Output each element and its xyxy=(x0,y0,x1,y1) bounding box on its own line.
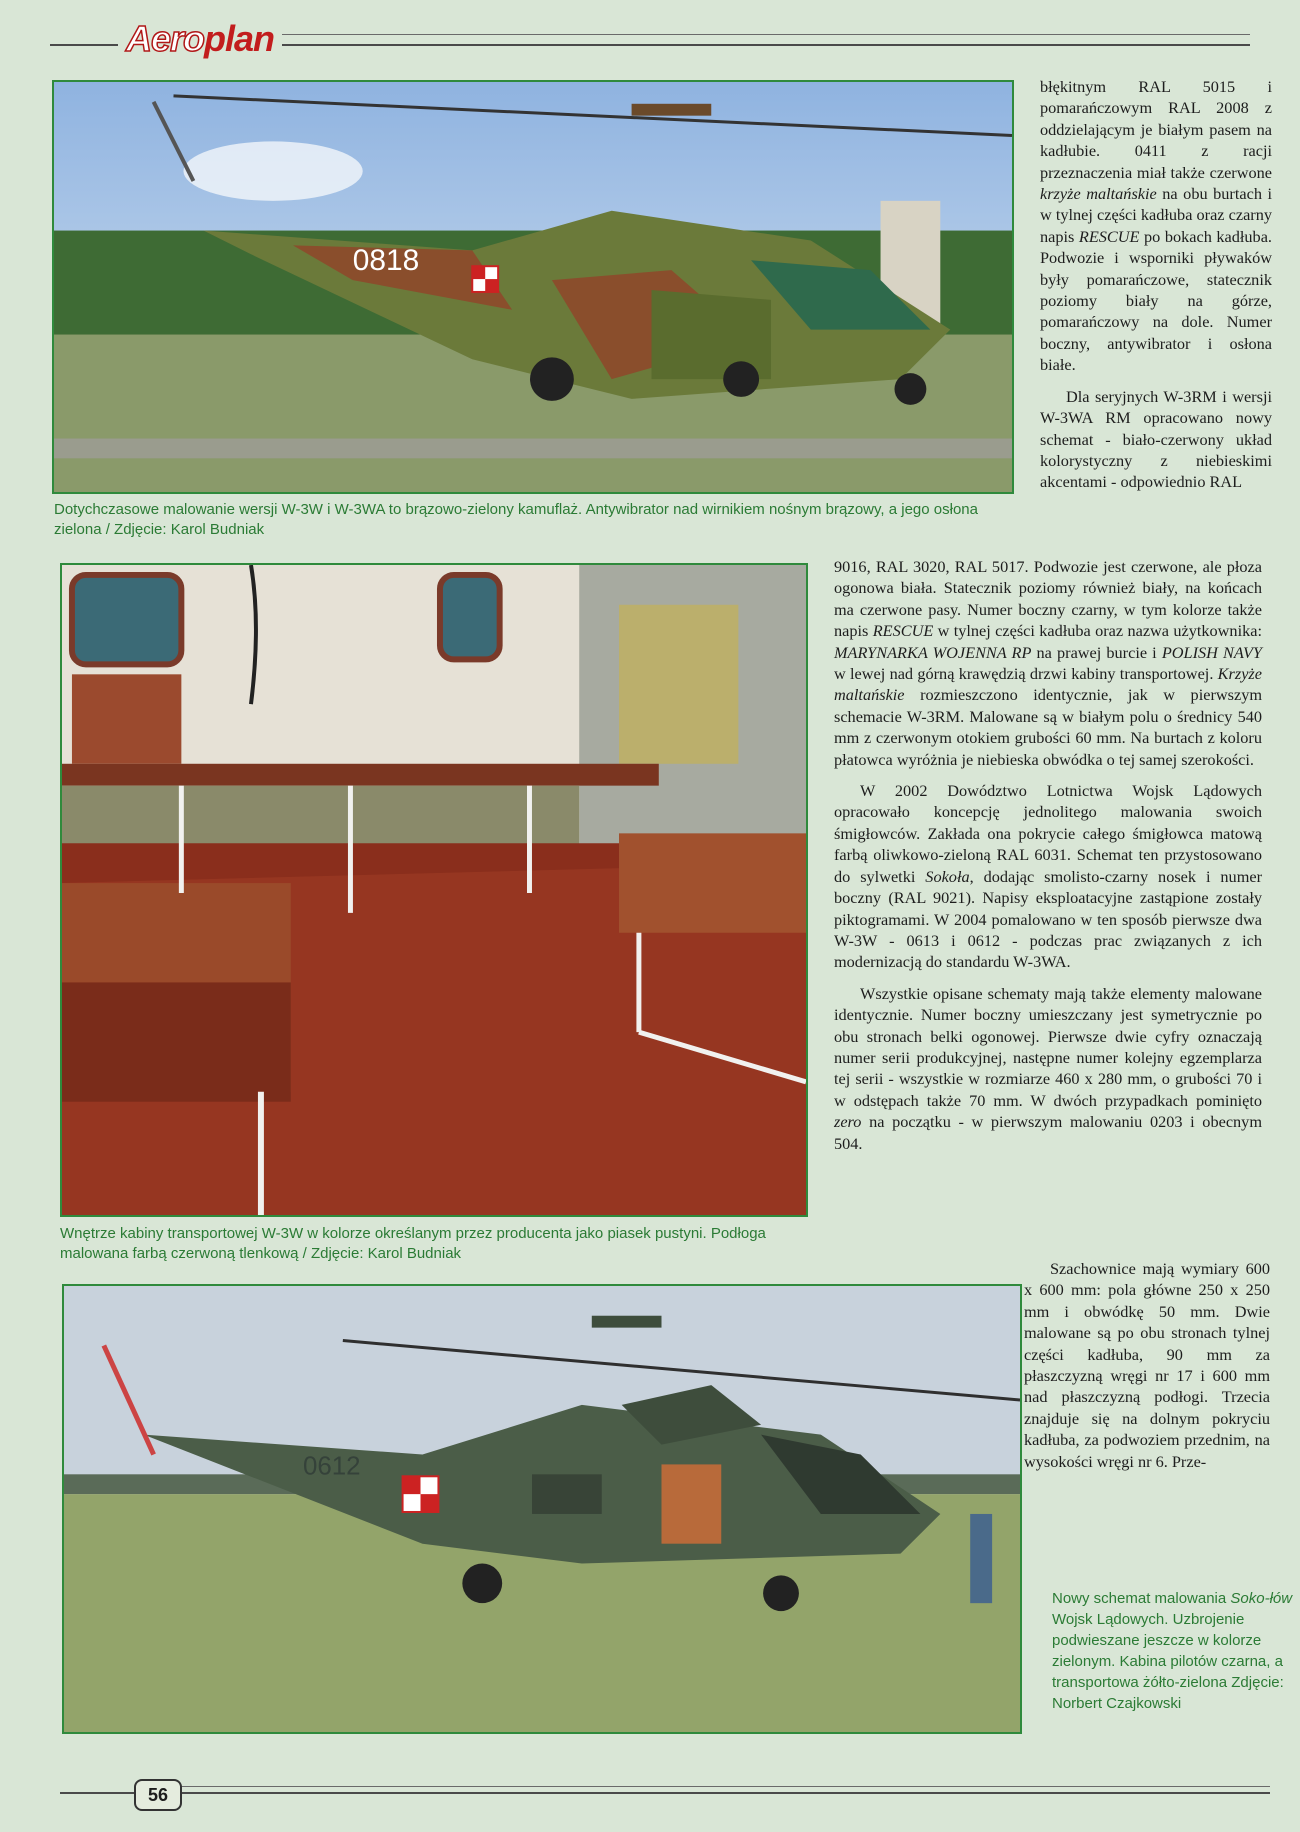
text-column-bottom xyxy=(1024,1258,1270,1472)
text-column-middle xyxy=(834,556,1262,1154)
footer-rule xyxy=(60,1792,1270,1794)
photo-camouflage-helicopter xyxy=(52,80,1014,494)
paragraph-5: Szachownice mają wymiary 600 x 600 mm: pola główne 250 x 250 mm i obwódkę 50 mm. Dwie malowane są po obu stronach tylnej części kadłuba, 90 mm za płaszczyzną wręgi nr 17 i 600 mm nad płaszczyzną podłogi. Trzecia znajduje się na dolnym pokryciu kadłuba, za podwoziem przednim, na wysokości wręgi nr 6. Prze- xyxy=(1024,1259,1270,1471)
paragraph-1: błękitnym RAL 5015 i pomarańczowym RAL 2008 z oddzielającym je białym pasem na kadłubie. 0411 z racji przeznaczenia miał także czerwone krzyże maltańskie na obu burtach i w tylnej części kadłuba oraz czarny napis RESCUE po bokach kadłuba. Podwozie i wsporniki pływaków były pomarańczowe, statecznik poziomy biały na górze, pomarańczowy na dole. Numer boczny, antywibrator i osłona białe. xyxy=(1040,77,1273,375)
paragraph-4: Wszystkie opisane schematy mają także elementy malowane identycznie. Numer boczny umieszczany jest symetrycznie po obu stronach belki ogonowej. Pierwsze dwie cyfry oznaczają numer serii produkcyjnej, następne numer kolejny egzemplarza tej serii - wszystkie w rozmiarze 460 x 280 mm, o grubości 70 i w odstępach także 70 mm. W dwóch przypadkach pominięto zero na początku - w pierwszym malowaniu 0203 i obecnym 504. xyxy=(834,983,1262,1153)
tail-number-0612: 0612 xyxy=(303,1452,361,1481)
header-rule-thin xyxy=(270,34,1250,35)
photo-cabin-interior xyxy=(60,563,808,1217)
caption-photo1: Dotychczasowe malowanie wersji W-3W i W-3WA to brązowo-zielony kamuflaż. Antywibrator nad wirnikiem nośnym brązowy, a jego osłona zielona / Zdjęcie: Karol Budniak xyxy=(54,501,978,538)
text-column-top xyxy=(1040,76,1272,493)
paragraph-3: W 2002 Dowództwo Lotnictwa Wojsk Lądowych opracowało koncepcję jednolitego malowania swoich śmigłowców. Zakłada ona pokrycie całego śmigłowca matową farbą oliwkowo-zieloną RAL 6031. Schemat ten przystosowano do sylwetki Sokoła, dodając smolisto-czarny nosek i numer boczny (RAL 9021). Napisy eksploatacyjne zastąpione zostały piktogramami. W 2004 pomalowano w ten sposób pierwsze dwa W-3W - 0613 i 0612 - podczas prac związanych z ich modernizacją do standardu W-3WA. xyxy=(834,781,1263,972)
caption-photo3: Nowy schemat malowania Soko-łów Wojsk Lądowych. Uzbrojenie podwieszane jeszcze w kolorze zielonym. Kabina pilotów czarna, a transportowa żółto-zielona Zdjęcie: Norbert Czajkowski xyxy=(1052,1590,1293,1712)
footer-rule-thin xyxy=(180,1786,1270,1787)
photo-olive-helicopter xyxy=(62,1284,1022,1734)
paragraph-2-start: Dla seryjnych W-3RM i wersji W-3WA RM opracowano nowy schemat - biało-czerwony układ kolorystyczny z niebieskimi akcentami - odpowiednio RAL xyxy=(1040,386,1272,492)
magazine-logo: Aeroplan xyxy=(118,18,282,60)
caption-photo2: Wnętrze kabiny transportowej W-3W w kolorze określanym przez producenta jako piasek pustyni. Podłoga malowana farbą czerwoną tlenkową / Zdjęcie: Karol Budniak xyxy=(60,1225,766,1262)
tail-number-0818: 0818 xyxy=(352,244,420,278)
paragraph-2-cont: 9016, RAL 3020, RAL 5017. Podwozie jest czerwone, ale płoza ogonowa biała. Statecznik poziomy również biały, na końcach ma czerwone pasy. Numer boczny czarny, w tym kolorze także napis RESCUE w tylnej części kadłuba oraz nazwa użytkownika: MARYNARKA WOJENNA RP na prawej burcie i POLISH NAVY w lewej nad górną krawędzią drzwi kabiny transportowej. Krzyże maltańskie rozmieszczono identycznie, jak w pierwszym schemacie W-3RM. Malowane są w białym polu o średnicy 540 mm z czerwonym otokiem grubości 60 mm. Na burtach z koloru płatowca wyróżnia je niebieska obwódka o tej samej szerokości. xyxy=(834,557,1262,769)
page-number: 56 xyxy=(134,1779,182,1811)
